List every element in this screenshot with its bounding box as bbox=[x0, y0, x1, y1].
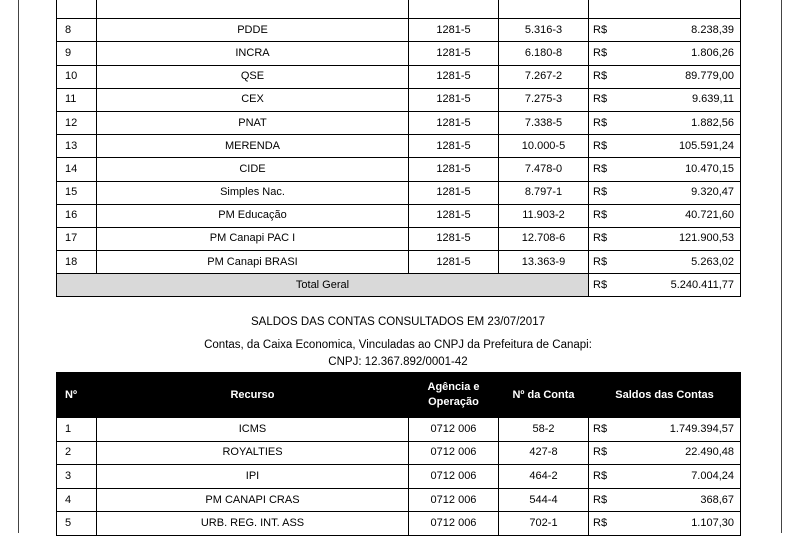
row-saldo: 40.721,60 bbox=[629, 204, 741, 227]
row-recurso: ICMS bbox=[97, 418, 409, 442]
row-conta: 544-4 bbox=[499, 488, 589, 512]
row-agencia bbox=[409, 0, 499, 19]
row-saldo: 5.263,02 bbox=[629, 251, 741, 274]
row-number: 5 bbox=[57, 512, 97, 536]
total-currency: R$ bbox=[589, 274, 629, 297]
row-conta: 464-2 bbox=[499, 465, 589, 489]
row-number: 12 bbox=[57, 111, 97, 134]
table-row bbox=[57, 465, 741, 489]
row-currency: R$ bbox=[589, 418, 629, 442]
row-conta: 702-1 bbox=[499, 512, 589, 536]
row-currency: R$ bbox=[589, 111, 629, 134]
row-agencia: 1281-5 bbox=[409, 19, 499, 42]
row-currency: R$ bbox=[589, 42, 629, 65]
row-saldo: 9.639,11 bbox=[629, 88, 741, 111]
page-border-left bbox=[18, 0, 19, 533]
row-saldo: 1.806,26 bbox=[629, 42, 741, 65]
row-recurso: CIDE bbox=[97, 158, 409, 181]
row-saldo: 89.779,00 bbox=[629, 65, 741, 88]
table-row bbox=[57, 42, 741, 65]
row-number: 4 bbox=[57, 488, 97, 512]
row-conta: 7.478-0 bbox=[499, 158, 589, 181]
total-row bbox=[57, 274, 741, 297]
row-recurso: IPI bbox=[97, 465, 409, 489]
row-agencia: 1281-5 bbox=[409, 158, 499, 181]
row-conta: 427-8 bbox=[499, 441, 589, 465]
accounts-description-caption: Contas, da Caixa Economica, Vinculadas ao CNPJ da Prefeitura de Canapi: bbox=[204, 339, 592, 351]
row-conta: 7.338-5 bbox=[499, 111, 589, 134]
row-recurso: URB. REG. INT. ASS bbox=[97, 512, 409, 536]
table-row bbox=[57, 65, 741, 88]
row-agencia: 0712 006 bbox=[409, 512, 499, 536]
table-row bbox=[57, 158, 741, 181]
row-currency: R$ bbox=[589, 488, 629, 512]
row-currency bbox=[589, 0, 629, 19]
page-border-right bbox=[781, 0, 782, 533]
row-recurso: PM Canapi BRASI bbox=[97, 251, 409, 274]
row-conta: 7.275-3 bbox=[499, 88, 589, 111]
table-row bbox=[57, 227, 741, 250]
row-agencia: 0712 006 bbox=[409, 465, 499, 489]
row-conta: 5.316-3 bbox=[499, 19, 589, 42]
header-agencia: Agência e Operação bbox=[409, 373, 499, 418]
row-currency: R$ bbox=[589, 512, 629, 536]
table-row bbox=[57, 204, 741, 227]
header-conta: Nº da Conta bbox=[499, 373, 589, 418]
row-currency: R$ bbox=[589, 65, 629, 88]
total-value: 5.240.411,77 bbox=[629, 274, 741, 297]
row-conta: 13.363-9 bbox=[499, 251, 589, 274]
table-row bbox=[57, 111, 741, 134]
row-agencia: 1281-5 bbox=[409, 65, 499, 88]
row-recurso: PM Canapi PAC I bbox=[97, 227, 409, 250]
row-saldo bbox=[629, 0, 741, 19]
row-conta bbox=[499, 0, 589, 19]
row-conta: 7.267-2 bbox=[499, 65, 589, 88]
header-row bbox=[57, 373, 741, 418]
table-row bbox=[57, 135, 741, 158]
table-row bbox=[57, 0, 741, 19]
row-conta: 10.000-5 bbox=[499, 135, 589, 158]
row-agencia: 1281-5 bbox=[409, 227, 499, 250]
row-agencia: 1281-5 bbox=[409, 88, 499, 111]
row-number: 10 bbox=[57, 65, 97, 88]
row-number: 14 bbox=[57, 158, 97, 181]
row-recurso: MERENDA bbox=[97, 135, 409, 158]
row-agencia: 1281-5 bbox=[409, 42, 499, 65]
row-saldo: 1.882,56 bbox=[629, 111, 741, 134]
row-number: 15 bbox=[57, 181, 97, 204]
header-number: Nº bbox=[57, 373, 97, 418]
row-agencia: 1281-5 bbox=[409, 251, 499, 274]
row-recurso: PNAT bbox=[97, 111, 409, 134]
table-row bbox=[57, 19, 741, 42]
row-recurso: ROYALTIES bbox=[97, 441, 409, 465]
table-row bbox=[57, 418, 741, 442]
table-row bbox=[57, 251, 741, 274]
row-saldo: 105.591,24 bbox=[629, 135, 741, 158]
row-number: 11 bbox=[57, 88, 97, 111]
row-number: 1 bbox=[57, 418, 97, 442]
row-currency: R$ bbox=[589, 441, 629, 465]
cef-accounts-table bbox=[56, 372, 741, 536]
table-row bbox=[57, 88, 741, 111]
row-agencia: 1281-5 bbox=[409, 204, 499, 227]
table-row bbox=[57, 181, 741, 204]
row-number: 18 bbox=[57, 251, 97, 274]
row-currency: R$ bbox=[589, 227, 629, 250]
row-agencia: 0712 006 bbox=[409, 441, 499, 465]
row-recurso: QSE bbox=[97, 65, 409, 88]
row-currency: R$ bbox=[589, 181, 629, 204]
total-label: Total Geral bbox=[57, 274, 589, 297]
row-saldo: 22.490,48 bbox=[629, 441, 741, 465]
header-saldo: Saldos das Contas bbox=[589, 373, 741, 418]
row-saldo: 10.470,15 bbox=[629, 158, 741, 181]
row-saldo: 9.320,47 bbox=[629, 181, 741, 204]
row-saldo: 368,67 bbox=[629, 488, 741, 512]
row-saldo: 121.900,53 bbox=[629, 227, 741, 250]
row-conta: 8.797-1 bbox=[499, 181, 589, 204]
row-number: 8 bbox=[57, 19, 97, 42]
row-agencia: 0712 006 bbox=[409, 488, 499, 512]
cnpj-caption: CNPJ: 12.367.892/0001-42 bbox=[328, 356, 468, 368]
row-number: 3 bbox=[57, 465, 97, 489]
row-number: 13 bbox=[57, 135, 97, 158]
row-number: 17 bbox=[57, 227, 97, 250]
header-recurso: Recurso bbox=[97, 373, 409, 418]
row-recurso: PDDE bbox=[97, 19, 409, 42]
row-agencia: 1281-5 bbox=[409, 135, 499, 158]
row-recurso: CEX bbox=[97, 88, 409, 111]
row-conta: 6.180-8 bbox=[499, 42, 589, 65]
row-saldo: 1.107,30 bbox=[629, 512, 741, 536]
row-recurso: INCRA bbox=[97, 42, 409, 65]
row-number: 16 bbox=[57, 204, 97, 227]
row-saldo: 1.749.394,57 bbox=[629, 418, 741, 442]
balance-date-caption: SALDOS DAS CONTAS CONSULTADOS EM 23/07/2017 bbox=[251, 316, 545, 328]
row-recurso bbox=[97, 0, 409, 19]
row-saldo: 7.004,24 bbox=[629, 465, 741, 489]
row-currency: R$ bbox=[589, 465, 629, 489]
row-recurso: Simples Nac. bbox=[97, 181, 409, 204]
table-row bbox=[57, 441, 741, 465]
row-recurso: PM Educação bbox=[97, 204, 409, 227]
row-agencia: 1281-5 bbox=[409, 111, 499, 134]
row-conta: 11.903-2 bbox=[499, 204, 589, 227]
row-currency: R$ bbox=[589, 251, 629, 274]
row-saldo: 8.238,39 bbox=[629, 19, 741, 42]
row-agencia: 1281-5 bbox=[409, 181, 499, 204]
row-agencia: 0712 006 bbox=[409, 418, 499, 442]
row-currency: R$ bbox=[589, 88, 629, 111]
row-currency: R$ bbox=[589, 19, 629, 42]
row-currency: R$ bbox=[589, 204, 629, 227]
row-conta: 58-2 bbox=[499, 418, 589, 442]
row-currency: R$ bbox=[589, 135, 629, 158]
row-currency: R$ bbox=[589, 158, 629, 181]
row-recurso: PM CANAPI CRAS bbox=[97, 488, 409, 512]
bb-accounts-table bbox=[56, 0, 741, 297]
table-row bbox=[57, 488, 741, 512]
row-number: 9 bbox=[57, 42, 97, 65]
table-row bbox=[57, 512, 741, 536]
row-conta: 12.708-6 bbox=[499, 227, 589, 250]
row-number: 2 bbox=[57, 441, 97, 465]
row-number bbox=[57, 0, 97, 19]
